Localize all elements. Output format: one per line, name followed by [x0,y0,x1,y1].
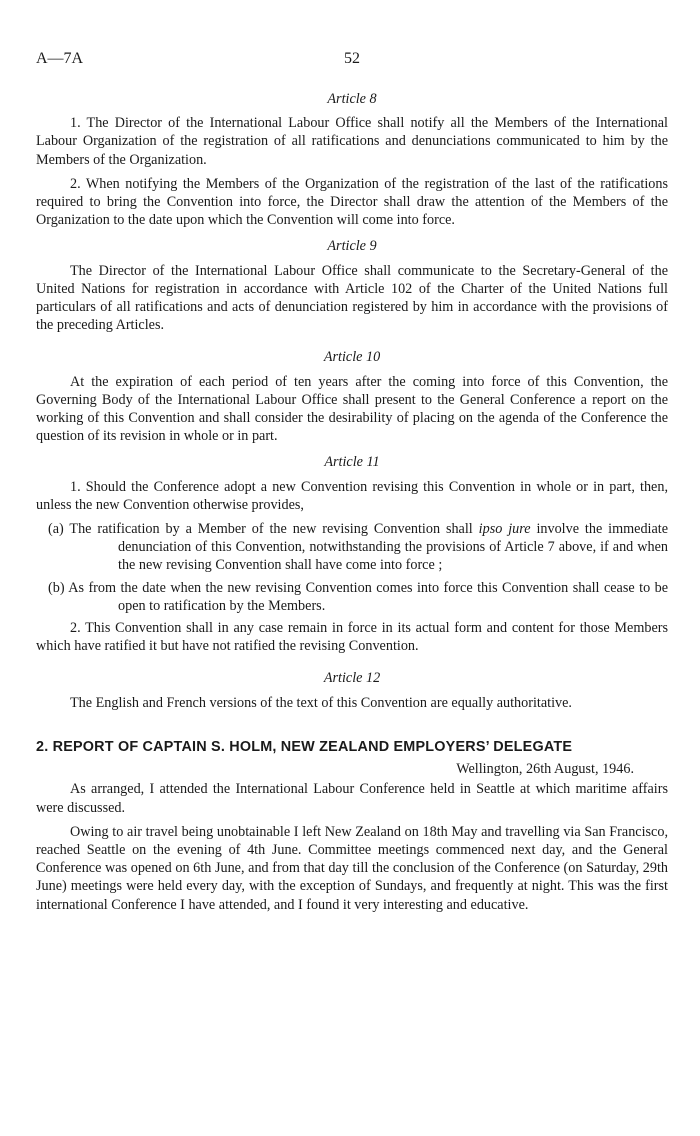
item-a-latin-phrase: ipso jure [478,521,531,538]
article-8-title: Article 8 [327,91,377,107]
report-paragraph-2: Owing to air travel being unobtainable I left New Zealand on 18th May and travelling via San Francisco, reached Seattle on the evening of 4th June. Committee meetings commenced next day, and the General Conference was opened on 6th June, and from that day till the conclusion of the Conference (on Saturday, 29th June) meetings were held every day, with the exception of Sundays, and frequently at night. This was the first international Conference I have attended, and I found it very interesting and educative. [36,823,668,913]
item-b-text: As from the date when the new revising Convention comes into force this Convention shall cease to be open to ratification by the Members. [68,579,669,614]
article-9-paragraph-1: The Director of the International Labour Office shall communicate to the Secretary-General of the United Nations for registration in accordance with Article 102 of the Charter of the United Nations full particulars of all ratifications and acts of denunciation registered by him in accordance with the provisions of the preceding Articles. [36,262,668,334]
item-b-marker: (b) [48,579,65,596]
document-body [36,88,668,920]
article-8-paragraph-2: 2. When notifying the Members of the Organization of the registration of the last of the ratifications required to bring the Convention into force, the Director shall draw the attention of the Members of the Organization to the date upon which the Convention will come into force. [36,175,668,229]
article-9-title: Article 9 [327,238,377,255]
report-heading: 2. REPORT OF CAPTAIN S. HOLM, NEW ZEALAND EMPLOYERS’ DELEGATE [36,738,573,755]
article-8-paragraph-1: 1. The Director of the International Labour Office shall notify all the Members of the International Labour Organization of the registration of all ratifications and denunciations communicated to him by the Members of the Organization. [36,115,668,168]
item-a-text-end: involve the immediate denunciation of this Convention, notwithstanding the provisions of Article 7 above, if and when the new revising Convention shall have come into force ; [118,521,669,574]
document-reference: A—7A [36,50,84,67]
article-11-title: Article 11 [324,454,380,471]
article-12-title: Article 12 [323,670,381,687]
article-12-paragraph-1: The English and French versions of the text of this Convention are equally authoritative. [70,694,572,711]
article-10-paragraph-1: At the expiration of each period of ten years after the coming into force of this Convention, the Governing Body of the International Labour Office shall present to the General Conference a report on the working of this Convention and shall consider the desirability of placing on the agenda of the Conference the question of its revision in whole or in part. [36,373,668,445]
item-a-text-start: The ratification by a Member of the new revising Convention shall [69,521,473,538]
report-paragraph-1: As arranged, I attended the International Labour Conference held in Seattle at which maritime affairs were discussed. [36,781,668,816]
article-11-item-a [36,520,668,575]
article-11-item-b [36,579,668,615]
report-dateline: Wellington, 26th August, 1946. [456,761,634,778]
running-header [36,50,668,72]
article-11-paragraph-2: 2. This Convention shall in any case remain in force in its actual form and content for those Members which have ratified it but have not ratified the revising Convention. [36,620,668,655]
article-11-paragraph-1: 1. Should the Conference adopt a new Convention revising this Convention in whole or in part, then, unless the new Convention otherwise provides, [36,478,668,513]
item-a-marker: (a) [48,521,64,538]
page-number: 52 [344,50,360,67]
article-10-title: Article 10 [323,349,381,366]
